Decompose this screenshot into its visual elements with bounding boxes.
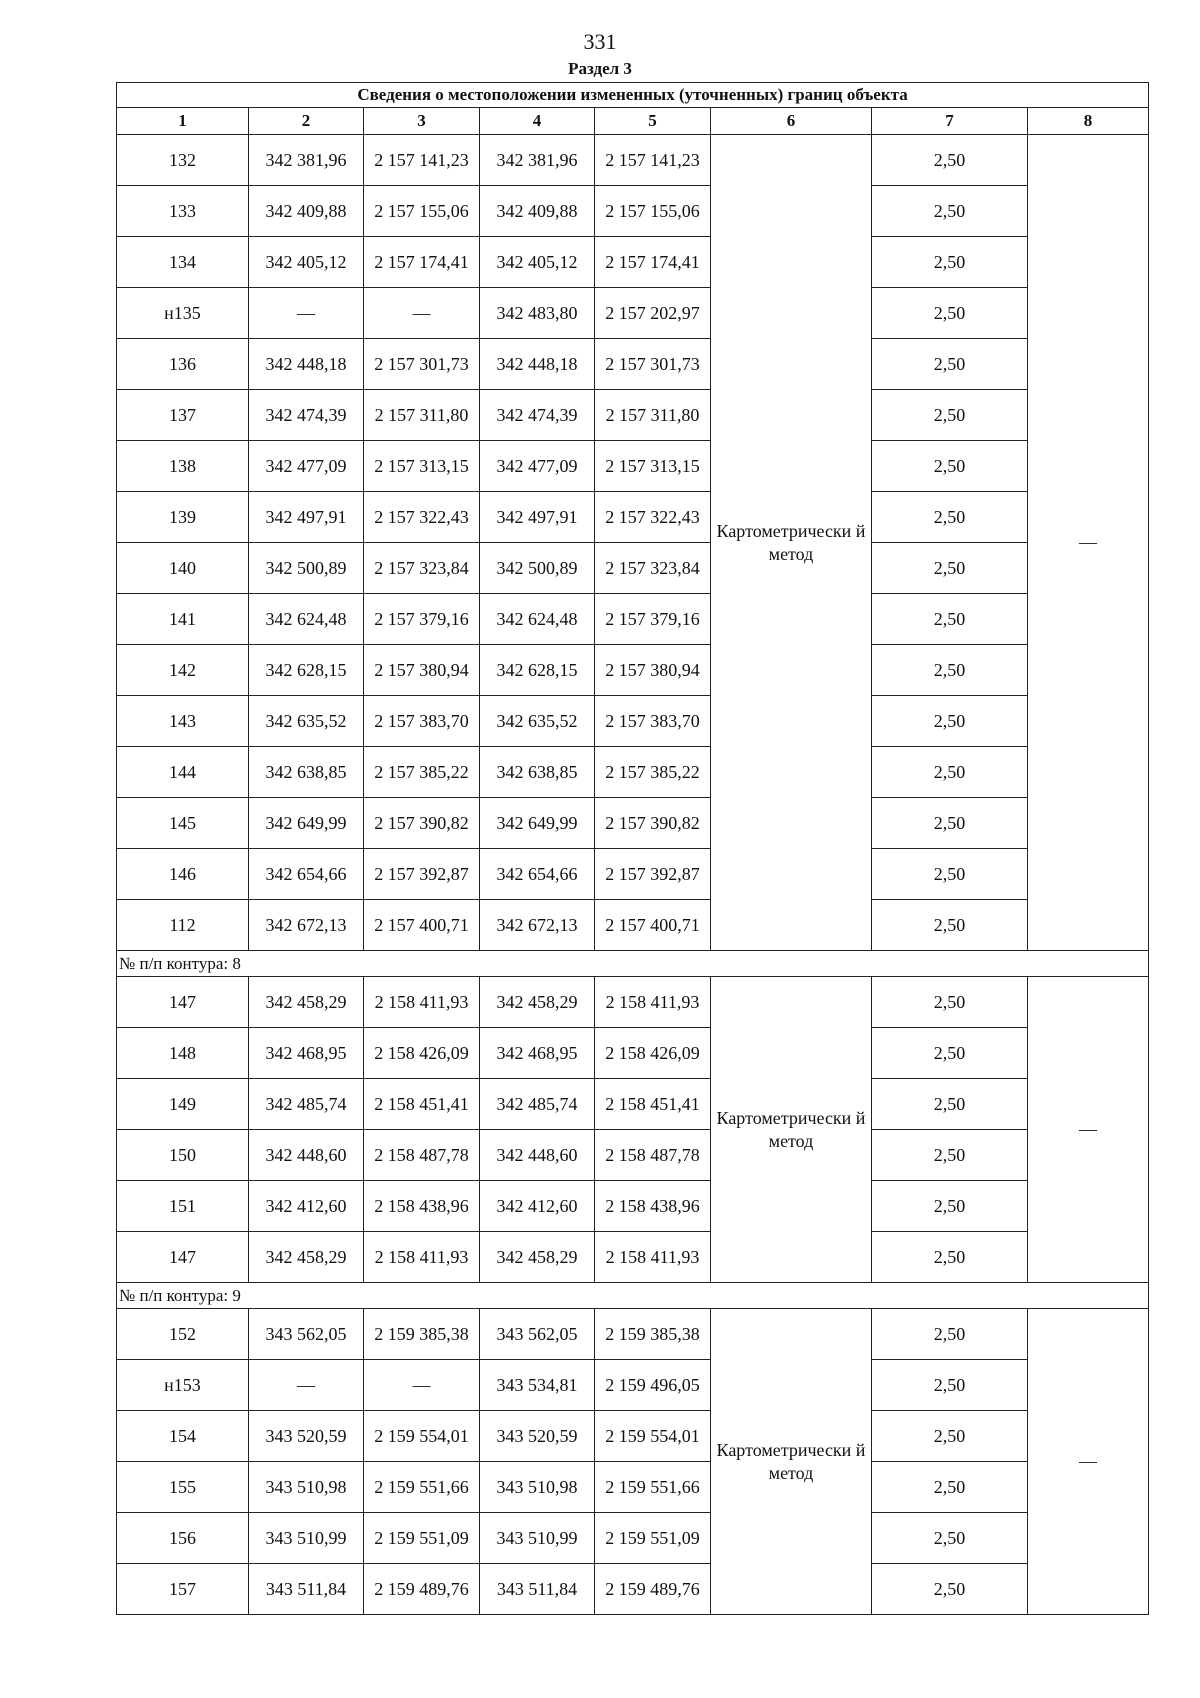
y-old-cell: 2 157 390,82 — [364, 798, 480, 849]
column-number: 1 — [117, 108, 249, 135]
table-row — [117, 1360, 1149, 1411]
table-row — [117, 186, 1149, 237]
accuracy-cell: 2,50 — [872, 390, 1028, 441]
point-number-cell: 147 — [117, 1232, 249, 1283]
point-number-cell: 136 — [117, 339, 249, 390]
y-new-cell: 2 158 411,93 — [595, 977, 711, 1028]
y-new-cell: 2 158 487,78 — [595, 1130, 711, 1181]
y-old-cell: 2 157 392,87 — [364, 849, 480, 900]
accuracy-cell: 2,50 — [872, 1079, 1028, 1130]
x-new-cell: 342 500,89 — [480, 543, 595, 594]
y-old-cell: 2 157 385,22 — [364, 747, 480, 798]
x-old-cell: 343 562,05 — [249, 1309, 364, 1360]
point-number-cell: 154 — [117, 1411, 249, 1462]
table-row — [117, 390, 1149, 441]
y-new-cell: 2 157 390,82 — [595, 798, 711, 849]
y-old-cell: 2 157 141,23 — [364, 135, 480, 186]
x-old-cell: 342 458,29 — [249, 1232, 364, 1283]
y-old-cell: 2 157 155,06 — [364, 186, 480, 237]
point-number-cell: 145 — [117, 798, 249, 849]
y-old-cell: 2 157 323,84 — [364, 543, 480, 594]
y-new-cell: 2 157 383,70 — [595, 696, 711, 747]
x-new-cell: 342 468,95 — [480, 1028, 595, 1079]
y-old-cell: 2 159 489,76 — [364, 1564, 480, 1615]
point-number-cell: 147 — [117, 977, 249, 1028]
accuracy-cell: 2,50 — [872, 135, 1028, 186]
y-new-cell: 2 157 322,43 — [595, 492, 711, 543]
table-row — [117, 1232, 1149, 1283]
table-row — [117, 1309, 1149, 1360]
x-old-cell: 342 448,60 — [249, 1130, 364, 1181]
y-old-cell: 2 158 411,93 — [364, 1232, 480, 1283]
y-new-cell: 2 157 174,41 — [595, 237, 711, 288]
x-old-cell: 342 381,96 — [249, 135, 364, 186]
y-old-cell: 2 158 426,09 — [364, 1028, 480, 1079]
table-row — [117, 1028, 1149, 1079]
x-old-cell: 342 672,13 — [249, 900, 364, 951]
column-number-row — [117, 108, 1149, 135]
accuracy-cell: 2,50 — [872, 798, 1028, 849]
x-old-cell: 342 638,85 — [249, 747, 364, 798]
accuracy-cell: 2,50 — [872, 1181, 1028, 1232]
table-row — [117, 977, 1149, 1028]
y-old-cell: 2 157 322,43 — [364, 492, 480, 543]
x-new-cell: 342 448,18 — [480, 339, 595, 390]
table-title: Сведения о местоположении измененных (уточненных) границ объекта — [117, 83, 1149, 108]
point-number-cell: 148 — [117, 1028, 249, 1079]
point-number-cell: 134 — [117, 237, 249, 288]
x-new-cell: 342 412,60 — [480, 1181, 595, 1232]
accuracy-cell: 2,50 — [872, 543, 1028, 594]
x-old-cell: 342 477,09 — [249, 441, 364, 492]
point-number-cell: 156 — [117, 1513, 249, 1564]
table-row — [117, 135, 1149, 186]
x-new-cell: 342 624,48 — [480, 594, 595, 645]
x-old-cell: 343 510,99 — [249, 1513, 364, 1564]
x-new-cell: 342 381,96 — [480, 135, 595, 186]
accuracy-cell: 2,50 — [872, 1309, 1028, 1360]
accuracy-cell: 2,50 — [872, 1411, 1028, 1462]
accuracy-cell: 2,50 — [872, 645, 1028, 696]
table-row — [117, 900, 1149, 951]
table-row — [117, 339, 1149, 390]
point-number-cell: 133 — [117, 186, 249, 237]
accuracy-cell: 2,50 — [872, 1028, 1028, 1079]
y-new-cell: 2 157 392,87 — [595, 849, 711, 900]
accuracy-cell: 2,50 — [872, 441, 1028, 492]
y-new-cell: 2 158 438,96 — [595, 1181, 711, 1232]
point-number-cell: 152 — [117, 1309, 249, 1360]
point-number-cell: 132 — [117, 135, 249, 186]
table-row — [117, 492, 1149, 543]
y-new-cell: 2 159 496,05 — [595, 1360, 711, 1411]
y-old-cell: 2 159 551,09 — [364, 1513, 480, 1564]
y-new-cell: 2 157 155,06 — [595, 186, 711, 237]
accuracy-cell: 2,50 — [872, 492, 1028, 543]
y-old-cell: 2 157 313,15 — [364, 441, 480, 492]
x-old-cell: 342 405,12 — [249, 237, 364, 288]
y-new-cell: 2 157 311,80 — [595, 390, 711, 441]
x-new-cell: 342 672,13 — [480, 900, 595, 951]
x-new-cell: 342 485,74 — [480, 1079, 595, 1130]
y-old-cell: 2 159 554,01 — [364, 1411, 480, 1462]
table-row — [117, 1411, 1149, 1462]
x-new-cell: 342 654,66 — [480, 849, 595, 900]
accuracy-cell: 2,50 — [872, 288, 1028, 339]
x-new-cell: 342 474,39 — [480, 390, 595, 441]
y-old-cell: 2 159 551,66 — [364, 1462, 480, 1513]
y-new-cell: 2 157 385,22 — [595, 747, 711, 798]
x-new-cell: 343 520,59 — [480, 1411, 595, 1462]
x-old-cell: 342 485,74 — [249, 1079, 364, 1130]
y-old-cell: 2 158 451,41 — [364, 1079, 480, 1130]
table-row — [117, 747, 1149, 798]
x-new-cell: 343 510,99 — [480, 1513, 595, 1564]
x-new-cell: 342 458,29 — [480, 977, 595, 1028]
y-new-cell: 2 158 451,41 — [595, 1079, 711, 1130]
point-number-cell: 137 — [117, 390, 249, 441]
y-new-cell: 2 159 551,09 — [595, 1513, 711, 1564]
x-new-cell: 343 562,05 — [480, 1309, 595, 1360]
x-old-cell: 342 474,39 — [249, 390, 364, 441]
point-number-cell: 112 — [117, 900, 249, 951]
point-number-cell: 144 — [117, 747, 249, 798]
x-new-cell: 343 534,81 — [480, 1360, 595, 1411]
contour-label-row — [117, 951, 1149, 977]
column-number: 7 — [872, 108, 1028, 135]
table-row — [117, 645, 1149, 696]
page-number: 331 — [583, 29, 617, 54]
x-old-cell: 342 497,91 — [249, 492, 364, 543]
contour-label: № п/п контура: 9 — [117, 1283, 1149, 1309]
y-old-cell: 2 157 301,73 — [364, 339, 480, 390]
x-old-cell: 342 654,66 — [249, 849, 364, 900]
accuracy-cell: 2,50 — [872, 339, 1028, 390]
accuracy-cell: 2,50 — [872, 900, 1028, 951]
column-number: 4 — [480, 108, 595, 135]
x-new-cell: 342 635,52 — [480, 696, 595, 747]
table-row — [117, 1462, 1149, 1513]
x-new-cell: 342 649,99 — [480, 798, 595, 849]
x-old-cell: 343 520,59 — [249, 1411, 364, 1462]
x-old-cell: 342 448,18 — [249, 339, 364, 390]
x-new-cell: 342 477,09 — [480, 441, 595, 492]
y-new-cell: 2 157 301,73 — [595, 339, 711, 390]
x-new-cell: 342 638,85 — [480, 747, 595, 798]
y-new-cell: 2 157 202,97 — [595, 288, 711, 339]
table-row — [117, 798, 1149, 849]
accuracy-cell: 2,50 — [872, 186, 1028, 237]
x-old-cell: 342 649,99 — [249, 798, 364, 849]
point-number-cell: 138 — [117, 441, 249, 492]
accuracy-cell: 2,50 — [872, 1513, 1028, 1564]
table-row — [117, 1079, 1149, 1130]
y-new-cell: 2 157 323,84 — [595, 543, 711, 594]
table-row — [117, 441, 1149, 492]
y-new-cell: 2 157 400,71 — [595, 900, 711, 951]
y-new-cell: 2 159 385,38 — [595, 1309, 711, 1360]
accuracy-cell: 2,50 — [872, 237, 1028, 288]
point-number-cell: 157 — [117, 1564, 249, 1615]
description-cell: — — [1028, 977, 1149, 1283]
y-new-cell: 2 157 379,16 — [595, 594, 711, 645]
x-new-cell: 343 511,84 — [480, 1564, 595, 1615]
table-row — [117, 849, 1149, 900]
x-old-cell: 343 511,84 — [249, 1564, 364, 1615]
point-number-cell: 141 — [117, 594, 249, 645]
accuracy-cell: 2,50 — [872, 1360, 1028, 1411]
x-old-cell: 342 409,88 — [249, 186, 364, 237]
x-new-cell: 342 497,91 — [480, 492, 595, 543]
x-old-cell: 342 628,15 — [249, 645, 364, 696]
contour-label: № п/п контура: 8 — [117, 951, 1149, 977]
point-number-cell: 149 — [117, 1079, 249, 1130]
y-new-cell: 2 157 141,23 — [595, 135, 711, 186]
x-old-cell: 342 635,52 — [249, 696, 364, 747]
accuracy-cell: 2,50 — [872, 1232, 1028, 1283]
y-new-cell: 2 159 489,76 — [595, 1564, 711, 1615]
y-new-cell: 2 159 554,01 — [595, 1411, 711, 1462]
y-old-cell: 2 157 380,94 — [364, 645, 480, 696]
table-row — [117, 543, 1149, 594]
accuracy-cell: 2,50 — [872, 1462, 1028, 1513]
x-old-cell: 343 510,98 — [249, 1462, 364, 1513]
x-new-cell: 343 510,98 — [480, 1462, 595, 1513]
column-number: 5 — [595, 108, 711, 135]
y-old-cell: 2 157 311,80 — [364, 390, 480, 441]
method-cell: Картометрически й метод — [711, 977, 872, 1283]
point-number-cell: н153 — [117, 1360, 249, 1411]
y-new-cell: 2 158 411,93 — [595, 1232, 711, 1283]
contour-label-row — [117, 1283, 1149, 1309]
x-new-cell: 342 405,12 — [480, 237, 595, 288]
point-number-cell: 142 — [117, 645, 249, 696]
method-cell: Картометрически й метод — [711, 1309, 872, 1615]
table-row — [117, 696, 1149, 747]
y-old-cell: 2 157 174,41 — [364, 237, 480, 288]
x-old-cell: 342 500,89 — [249, 543, 364, 594]
y-old-cell: 2 157 400,71 — [364, 900, 480, 951]
column-number: 8 — [1028, 108, 1149, 135]
y-old-cell: 2 158 438,96 — [364, 1181, 480, 1232]
column-number: 6 — [711, 108, 872, 135]
x-new-cell: 342 458,29 — [480, 1232, 595, 1283]
y-old-cell: 2 158 487,78 — [364, 1130, 480, 1181]
point-number-cell: 151 — [117, 1181, 249, 1232]
y-new-cell: 2 159 551,66 — [595, 1462, 711, 1513]
point-number-cell: н135 — [117, 288, 249, 339]
y-old-cell: 2 159 385,38 — [364, 1309, 480, 1360]
accuracy-cell: 2,50 — [872, 747, 1028, 798]
y-new-cell: 2 157 380,94 — [595, 645, 711, 696]
boundary-table — [116, 82, 1149, 1615]
table-row — [117, 1513, 1149, 1564]
y-old-cell: 2 158 411,93 — [364, 977, 480, 1028]
method-cell: Картометрически й метод — [711, 135, 872, 951]
x-old-cell: — — [249, 288, 364, 339]
x-new-cell: 342 448,60 — [480, 1130, 595, 1181]
y-old-cell: 2 157 383,70 — [364, 696, 480, 747]
table-row — [117, 1564, 1149, 1615]
point-number-cell: 143 — [117, 696, 249, 747]
y-old-cell: — — [364, 288, 480, 339]
column-number: 3 — [364, 108, 480, 135]
point-number-cell: 155 — [117, 1462, 249, 1513]
accuracy-cell: 2,50 — [872, 594, 1028, 645]
column-number: 2 — [249, 108, 364, 135]
point-number-cell: 139 — [117, 492, 249, 543]
table-row — [117, 594, 1149, 645]
table-row — [117, 288, 1149, 339]
description-cell: — — [1028, 135, 1149, 951]
accuracy-cell: 2,50 — [872, 1130, 1028, 1181]
accuracy-cell: 2,50 — [872, 849, 1028, 900]
accuracy-cell: 2,50 — [872, 696, 1028, 747]
point-number-cell: 140 — [117, 543, 249, 594]
y-old-cell: — — [364, 1360, 480, 1411]
x-new-cell: 342 483,80 — [480, 288, 595, 339]
accuracy-cell: 2,50 — [872, 1564, 1028, 1615]
point-number-cell: 150 — [117, 1130, 249, 1181]
y-old-cell: 2 157 379,16 — [364, 594, 480, 645]
x-old-cell: — — [249, 1360, 364, 1411]
x-new-cell: 342 628,15 — [480, 645, 595, 696]
description-cell: — — [1028, 1309, 1149, 1615]
x-old-cell: 342 468,95 — [249, 1028, 364, 1079]
x-old-cell: 342 412,60 — [249, 1181, 364, 1232]
section-title: Раздел 3 — [568, 59, 632, 78]
x-old-cell: 342 624,48 — [249, 594, 364, 645]
table-row — [117, 1130, 1149, 1181]
point-number-cell: 146 — [117, 849, 249, 900]
table-title-row — [117, 83, 1149, 108]
table-row — [117, 1181, 1149, 1232]
y-new-cell: 2 158 426,09 — [595, 1028, 711, 1079]
y-new-cell: 2 157 313,15 — [595, 441, 711, 492]
x-new-cell: 342 409,88 — [480, 186, 595, 237]
x-old-cell: 342 458,29 — [249, 977, 364, 1028]
accuracy-cell: 2,50 — [872, 977, 1028, 1028]
table-body — [117, 83, 1149, 1615]
table-row — [117, 237, 1149, 288]
